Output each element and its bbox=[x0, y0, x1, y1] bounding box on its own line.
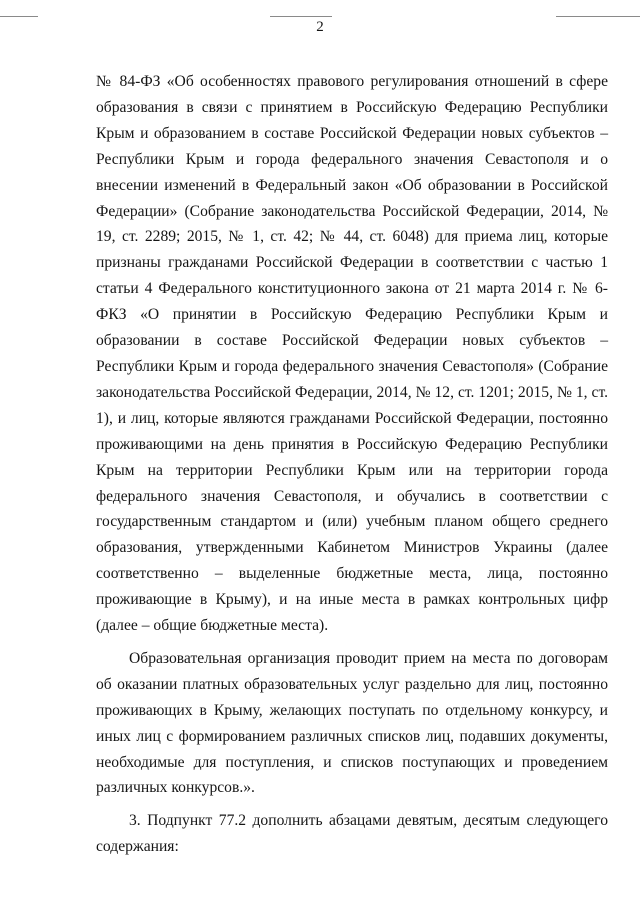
page-number: 2 bbox=[316, 19, 324, 35]
document-body bbox=[96, 69, 608, 860]
scan-artifact-line bbox=[0, 16, 38, 17]
paragraph-paid-admission: Образовательная организация проводит прием на места по договорам об оказании платных образовательных услуг раздельно для лиц, постоянно проживающих в Крыму, желающих поступать по отдельному конкурсу, и иных лиц с формированием различных списков лиц, подавших документы, необходимые для поступления, и списков поступающих и проведением различных конкурсов.». bbox=[96, 649, 608, 797]
scan-artifact-line bbox=[556, 16, 640, 17]
scan-artifact-line bbox=[270, 16, 332, 17]
paragraph-item-3: 3. Подпункт 77.2 дополнить абзацами девятым, десятым следующего содержания: bbox=[96, 812, 608, 856]
paragraph-continuation: № 84-ФЗ «Об особенностях правового регулирования отношений в сфере образования в связи с принятием в Российскую Федерацию Республики Крым и образованием в составе Российской Федерации новых субъектов – Республики Крым и города федерального значения Севастополя и о внесении изменений в Федеральный закон «Об образовании в Российской Федерации» (Собрание законодательства Российской Федерации, 2014, № 19, ст. 2289; 2015, № 1, ст. 42; № 44, ст. 6048) для приема лиц, которые признаны гражданами Российской Федерации в соответствии с частью 1 статьи 4 Федерального конституционного закона от 21 марта 2014 г. № 6-ФКЗ «О принятии в Российскую Федерацию Республики Крым и образовании в составе Российской Федерации новых субъектов – Республики Крым и города федерального значения Севастополя» (Собрание законодательства Российской Федерации, 2014, № 12, ст. 1201; 2015, № 1, ст. 1), и лиц, которые являются гражданами Российской Федерации, постоянно проживающими на день принятия в Российскую Федерацию Республики Крым на территории Республики Крым или на территории города федерального значения Севастополя, и обучались в соответствии с государственным стандартом и (или) учебным планом общего среднего образования, утвержденными Кабинетом Министров Украины (далее соответственно – выделенные бюджетные места, лица, постоянно проживающие в Крыму), и на иные места в рамках контрольных цифр (далее – общие бюджетные места). bbox=[96, 73, 608, 635]
